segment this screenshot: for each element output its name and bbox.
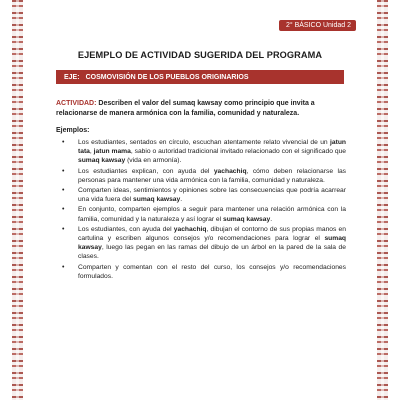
list-item: • Comparten ideas, sentimientos y opiniones sobre las consecuencias que podría acarrear una vida fuera del sumaq kawsay. [62,187,346,204]
list-item: • En conjunto, comparten ejemplos a seguir para mantener una relación armónica con la familia, comunidad y la naturaleza y así lograr el sumaq kawsay. [62,206,346,223]
examples-list [56,138,346,282]
eje-text: COSMOVISIÓN DE LOS PUEBLOS ORIGINARIOS [85,73,249,81]
page-title: EJEMPLO DE ACTIVIDAD SUGERIDA DEL PROGRAMA [77,50,323,60]
decorative-border-right [377,0,388,400]
decorative-border-left [12,0,23,400]
examples-label: Ejemplos: [56,127,90,134]
list-item: • Los estudiantes explican, con ayuda del yachachiq, cómo deben relacionarse las personas para mantener una vida armónica con la familia, comunidad y naturaleza. [62,167,347,184]
bullet-icon: • [62,225,65,233]
eje-bar [56,70,344,84]
activity-text: Describen el valor del sumaq kawsay como principio que invita a relacionarse de manera armónica con la familia, comunidad y naturaleza. [56,100,315,117]
list-item: • Los estudiantes, sentados en círculo, escuchan atentamente relato vivencial de un jatun tata, jatun mama, sabio o autoridad tradicional invitado relacionado con el significado que sumaq kawsay (vida en armonía). [62,139,347,165]
list-item: • Los estudiantes, con ayuda del yachachiq, dibujan el contorno de sus propias manos en cartulina y escriben algunos consejos y/o recomendaciones para lograr el sumaq kawsay, luego las pegan en las ramas del dibujo de un árbol en la pared de la sala de clases. [62,225,346,261]
bullet-icon: • [62,187,65,195]
activity-label: ACTIVIDAD: [56,100,97,107]
bullet-icon: • [62,206,65,214]
grade-unit-tab: 2° BÁSICO Unidad 2 [279,20,356,31]
eje-label: EJE: [64,73,80,81]
list-item: • Comparten y comentan con el resto del curso, los consejos y/o recomendaciones formulados. [62,263,346,280]
bullet-icon: • [62,167,65,175]
bullet-icon: • [62,139,65,146]
activity-statement [56,99,346,119]
bullet-icon: • [62,263,65,271]
